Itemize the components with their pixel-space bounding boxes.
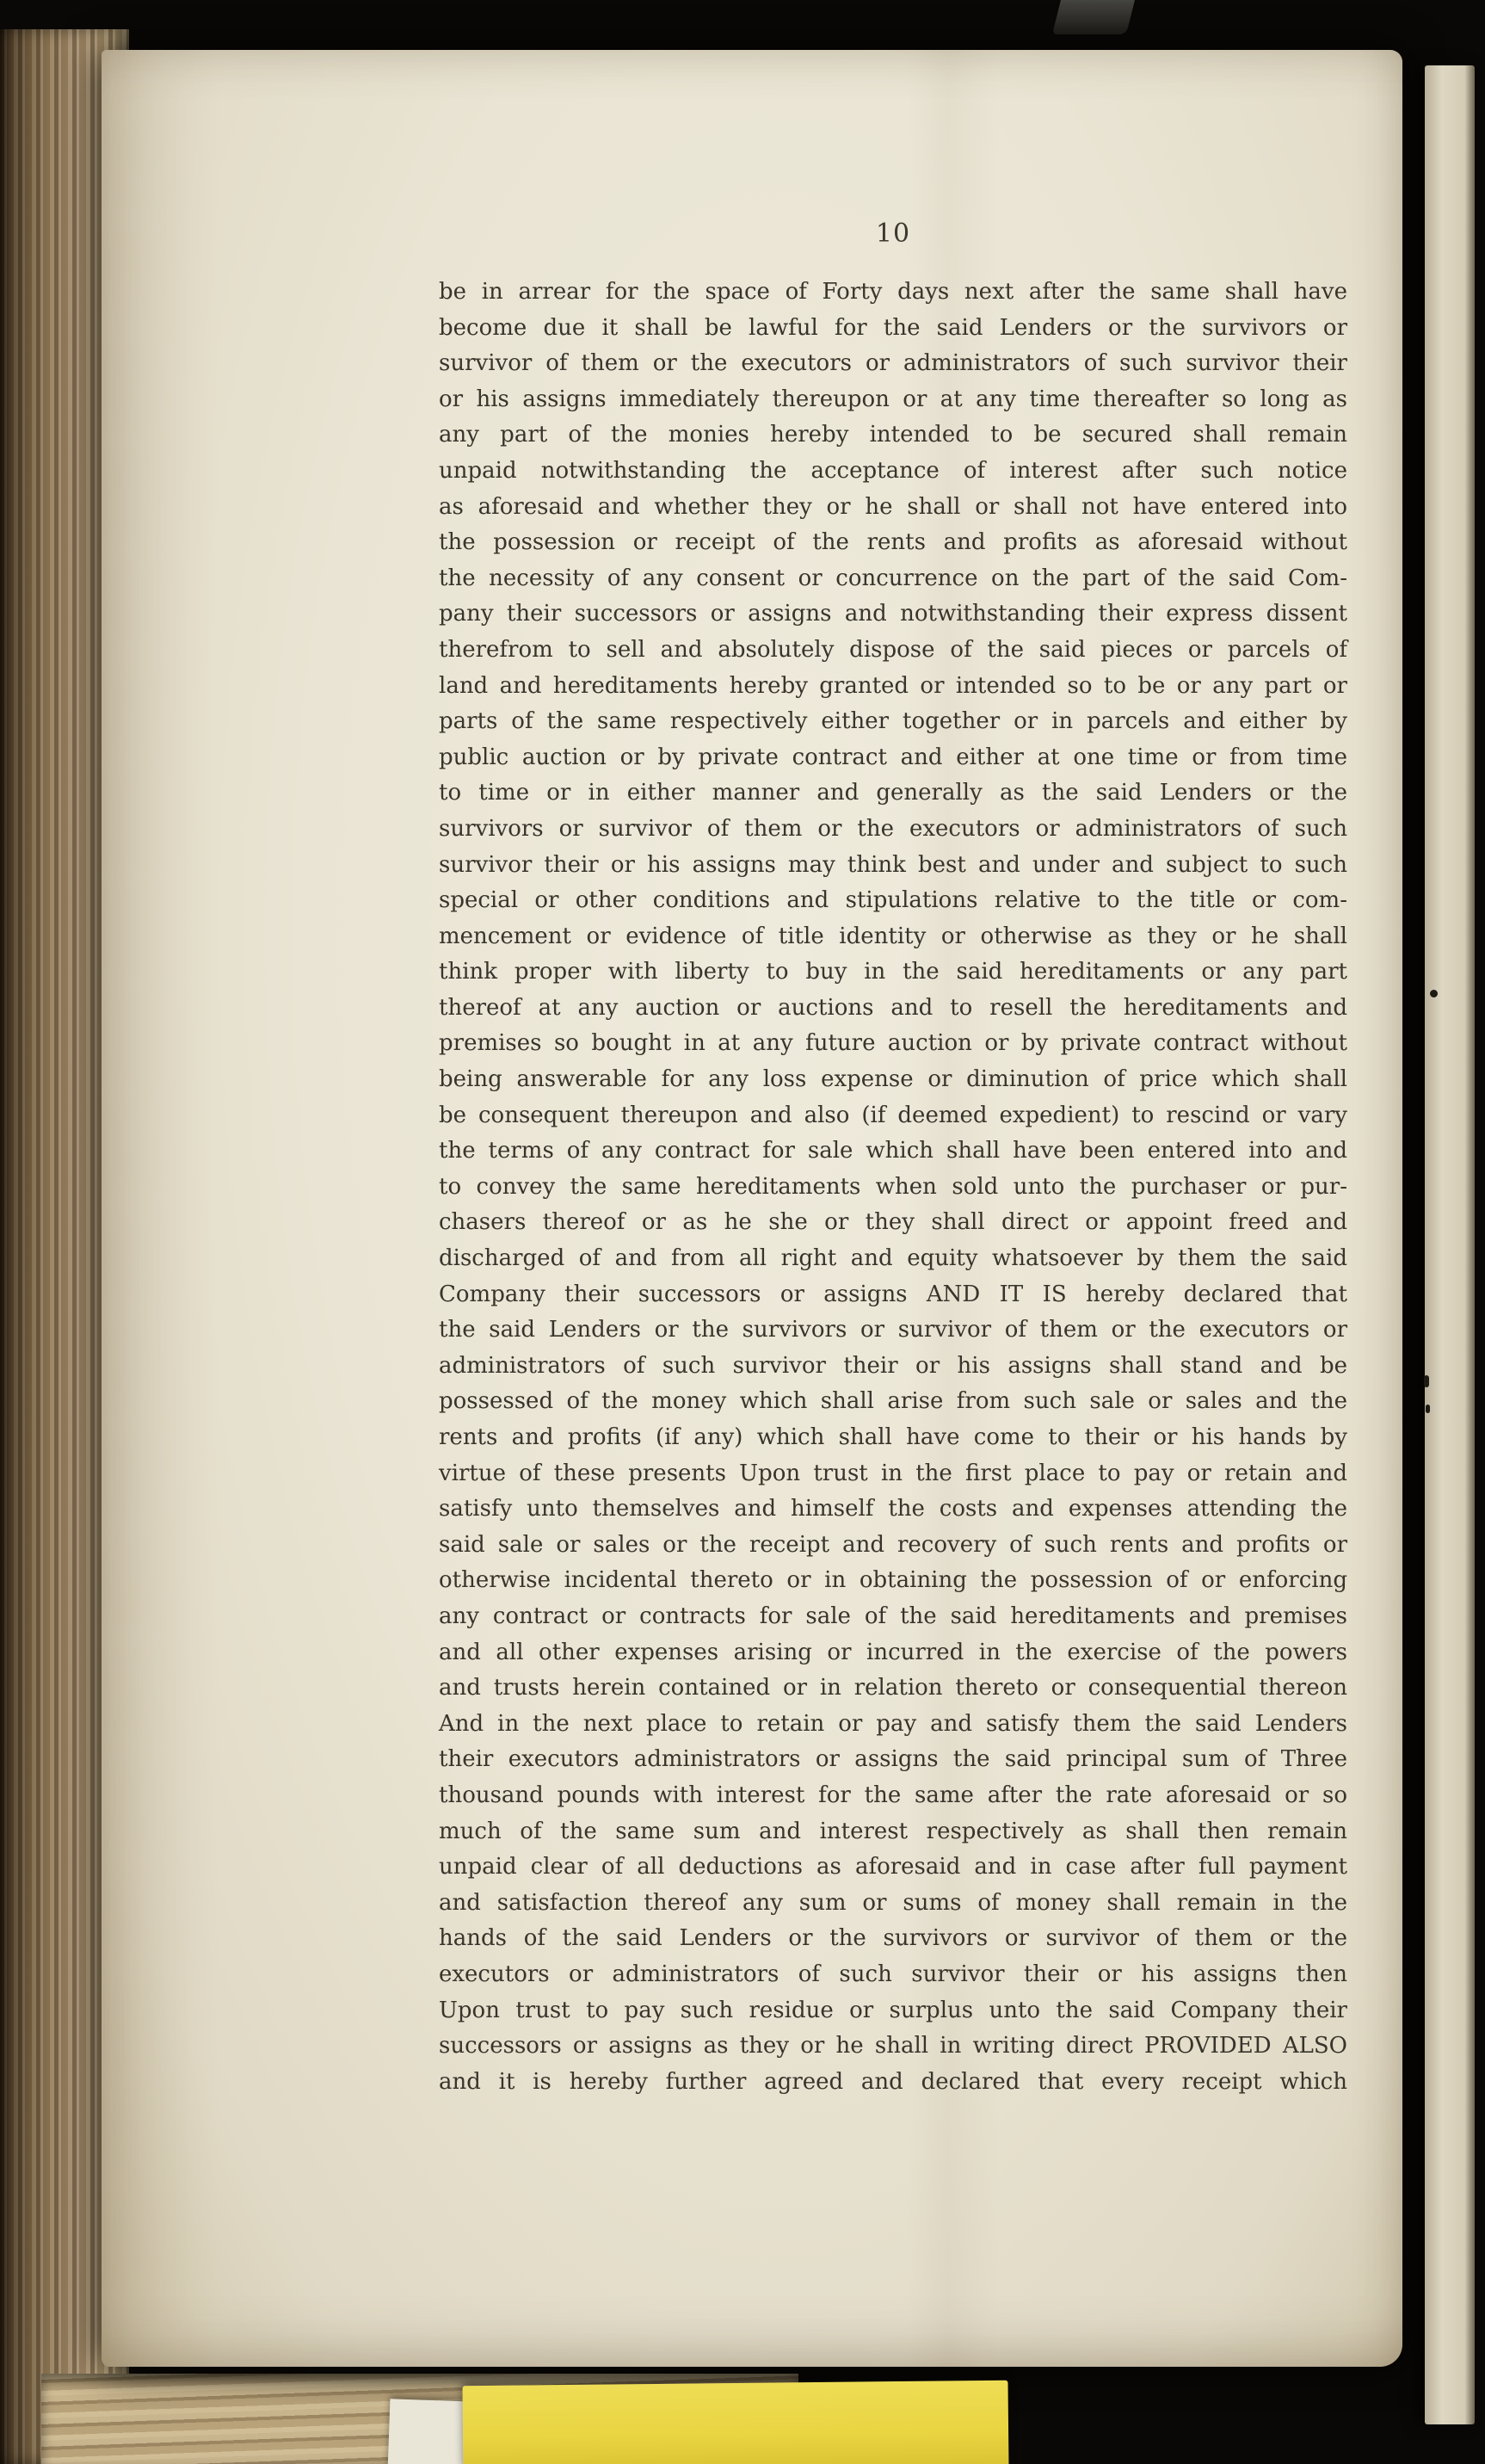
body-text — [439, 275, 1347, 2100]
text-line: and trusts herein contained or in relation thereto or consequential thereon — [439, 1675, 1347, 1701]
text-line: administrators of such survivor their or his assigns shall stand and be — [439, 1352, 1347, 1379]
ink-speck — [1426, 1405, 1430, 1413]
sticky-note — [462, 2381, 1008, 2464]
text-line: their executors administrators or assigns the said principal sum of Three — [439, 1746, 1347, 1773]
text-line: and it is hereby further agreed and declared that every receipt which — [439, 2068, 1347, 2095]
page-number: 10 — [875, 219, 911, 249]
text-line: virtue of these presents Upon trust in the first place to pay or retain and — [439, 1460, 1347, 1486]
text-line: Company their successors or assigns AND IT IS hereby declared that — [439, 1281, 1347, 1307]
text-line: be in arrear for the space of Forty days next after the same shall have — [439, 279, 1347, 305]
text-line: being answerable for any loss expense or diminution of price which shall — [439, 1066, 1347, 1093]
ink-speck — [1430, 990, 1438, 997]
text-line: otherwise incidental thereto or in obtaining the possession of or enforcing — [439, 1567, 1347, 1594]
text-line: satisfy unto themselves and himself the costs and expenses attending the — [439, 1496, 1347, 1522]
text-line: the possession or receipt of the rents and profits as aforesaid without — [439, 529, 1347, 556]
text-line: any contract or contracts for sale of the said hereditaments and premises — [439, 1603, 1347, 1629]
text-line: premises so bought in at any future auction or by private contract without — [439, 1030, 1347, 1057]
text-line: hands of the said Lenders or the survivors or survivor of them or the — [439, 1925, 1347, 1952]
text-line: parts of the same respectively either together or in parcels and either by — [439, 708, 1347, 735]
text-line: executors or administrators of such survivor their or his assigns then — [439, 1961, 1347, 1987]
text-line: public auction or by private contract and either at one time or from time — [439, 744, 1347, 770]
text-line: to time or in either manner and generally as the said Lenders or the — [439, 780, 1347, 806]
text-line: and satisfaction thereof any sum or sums of money shall remain in the — [439, 1889, 1347, 1916]
text-line: survivors or survivor of them or the executors or administrators of such — [439, 815, 1347, 842]
text-line: as aforesaid and whether they or he shall or shall not have entered into — [439, 493, 1347, 520]
text-line: unpaid notwithstanding the acceptance of interest after such notice — [439, 457, 1347, 484]
text-line: mencement or evidence of title identity or otherwise as they or he shall — [439, 923, 1347, 949]
photo-artifact-top — [1052, 0, 1135, 34]
text-line: or his assigns immediately thereupon or at any time thereafter so long as — [439, 386, 1347, 412]
text-line: possessed of the money which shall arise from such sale or sales and the — [439, 1388, 1347, 1415]
text-line: thousand pounds with interest for the same after the rate aforesaid or so — [439, 1782, 1347, 1808]
text-line: land and hereditaments hereby granted or intended so to be or any part or — [439, 672, 1347, 699]
text-line: survivor of them or the executors or administrators of such survivor their — [439, 350, 1347, 377]
text-line: pany their successors or assigns and notwithstanding their express dissent — [439, 601, 1347, 627]
page-content — [439, 219, 1347, 2100]
text-line: unpaid clear of all deductions as aforesaid and in case after full payment — [439, 1854, 1347, 1880]
text-line: said sale or sales or the receipt and recovery of such rents and profits or — [439, 1531, 1347, 1558]
text-line: any part of the monies hereby intended to be secured shall remain — [439, 422, 1347, 448]
text-line: And in the next place to retain or pay and satisfy them the said Lenders — [439, 1710, 1347, 1737]
text-line: and all other expenses arising or incurred in the exercise of the powers — [439, 1639, 1347, 1665]
ink-speck — [1424, 1375, 1429, 1387]
text-line: the terms of any contract for sale which shall have been entered into and — [439, 1138, 1347, 1164]
text-line: therefrom to sell and absolutely dispose of the said pieces or parcels of — [439, 636, 1347, 663]
adjacent-page-edge — [1425, 65, 1475, 2424]
text-line: think proper with liberty to buy in the said hereditaments or any part — [439, 959, 1347, 985]
text-line: discharged of and from all right and equity whatsoever by them the said — [439, 1245, 1347, 1272]
text-line: chasers thereof or as he she or they shall direct or appoint freed and — [439, 1209, 1347, 1236]
text-line: much of the same sum and interest respectively as shall then remain — [439, 1818, 1347, 1844]
text-line: become due it shall be lawful for the said Lenders or the survivors or — [439, 314, 1347, 341]
text-line: the necessity of any consent or concurrence on the part of the said Com- — [439, 565, 1347, 591]
text-line: Upon trust to pay such residue or surplus unto the said Company their — [439, 1997, 1347, 2023]
book-page — [102, 50, 1402, 2367]
text-line: special or other conditions and stipulations relative to the title or com- — [439, 887, 1347, 914]
text-line: rents and profits (if any) which shall have come to their or his hands by — [439, 1424, 1347, 1450]
text-line: thereof at any auction or auctions and to resell the hereditaments and — [439, 994, 1347, 1021]
text-line: be consequent thereupon and also (if deemed expedient) to rescind or vary — [439, 1102, 1347, 1128]
text-line: to convey the same hereditaments when sold unto the purchaser or pur- — [439, 1173, 1347, 1200]
text-line: the said Lenders or the survivors or survivor of them or the executors or — [439, 1317, 1347, 1343]
text-line: successors or assigns as they or he shall in writing direct PROVIDED ALSO — [439, 2033, 1347, 2060]
text-line: survivor their or his assigns may think best and under and subject to such — [439, 851, 1347, 878]
